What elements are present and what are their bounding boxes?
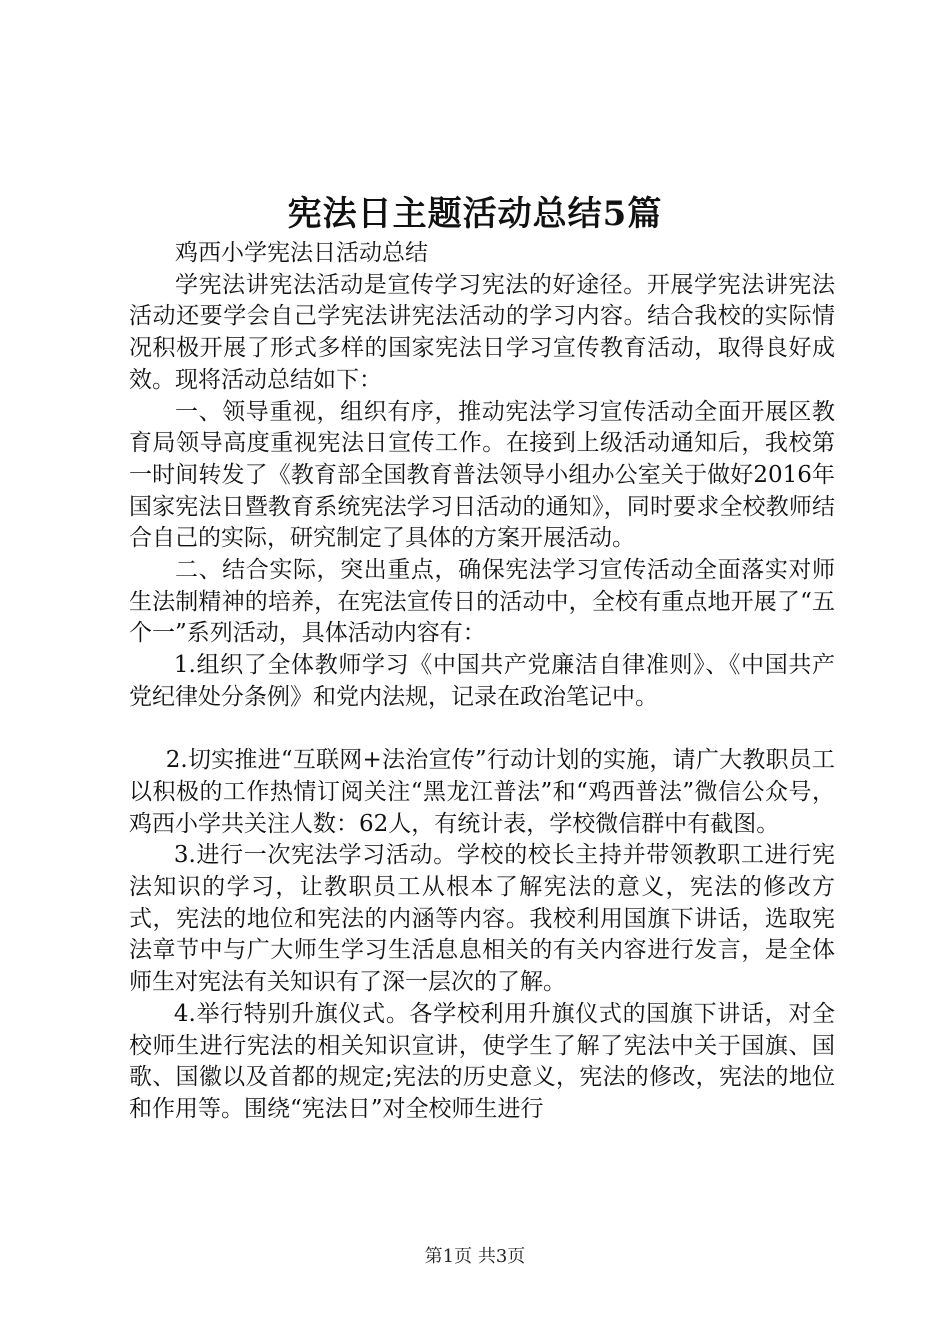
paragraph: 学宪法讲宪法活动是宣传学习宪法的好途径。开展学宪法讲宪法活动还要学会自己学宪法讲宪法活动的学习内容。结合我校的实际情况积极开展了形式多样的国家宪法日学习宣传教育活动，取得良好成效。现将活动总结如下： xyxy=(129,271,835,393)
page-number: 第1页 共3页 xyxy=(424,1246,526,1267)
paragraph: 一、领导重视，组织有序，推动宪法学习宣传活动全面开展区教育局领导高度重视宪法日宣传工作。在接到上级活动通知后，我校第一时间转发了《教育部全国教育普法领导小组办公室关于做好2016年国家宪法日暨教育系统宪法学习日活动的通知》，同时要求全校教师结合自己的实际，研究制定了具体的方案开展活动。 xyxy=(129,398,835,552)
paragraph: 2.切实推进“互联网+法治宣传”行动计划的实施，请广大教职员工以积极的工作热情订阅关注“黑龙江普法”和“鸡西普法”微信公众号，鸡西小学共关注人数：62人，有统计表，学校微信群中有截图。 xyxy=(129,747,835,837)
paragraph-gap xyxy=(129,714,835,746)
document-title: 宪法日主题活动总结5篇 xyxy=(287,194,663,234)
paragraph: 3.进行一次宪法学习活动。学校的校长主持并带领教职工进行宪法知识的学习，让教职员工从根本了解宪法的意义，宪法的修改方式，宪法的地位和宪法的内涵等内容。我校利用国旗下讲话，选取宪法章节中与广大师生学习生活息息相关的有关内容进行发言，是全体师生对宪法有关知识有了深一层次的了解。 xyxy=(129,842,835,996)
document-body xyxy=(129,238,835,1126)
paragraph: 4.举行特别升旗仪式。各学校利用升旗仪式的国旗下讲话，对全校师生进行宪法的相关知识宣讲，使学生了解了宪法中关于国旗、国歌、国徽以及首都的规定;宪法的历史意义，宪法的修改，宪法的地位和作用等。围绕“宪法日”对全校师生进行 xyxy=(129,1000,835,1122)
paragraph: 1.组织了全体教师学习《中国共产党廉洁自律准则》、《中国共产党纪律处分条例》和党内法规，记录在政治笔记中。 xyxy=(129,652,835,710)
subtitle: 鸡西小学宪法日活动总结 xyxy=(175,240,428,266)
paragraph: 二、结合实际，突出重点，确保宪法学习宣传活动全面落实对师生法制精神的培养，在宪法宣传日的活动中，全校有重点地开展了“五个一”系列活动，具体活动内容有： xyxy=(129,557,835,647)
